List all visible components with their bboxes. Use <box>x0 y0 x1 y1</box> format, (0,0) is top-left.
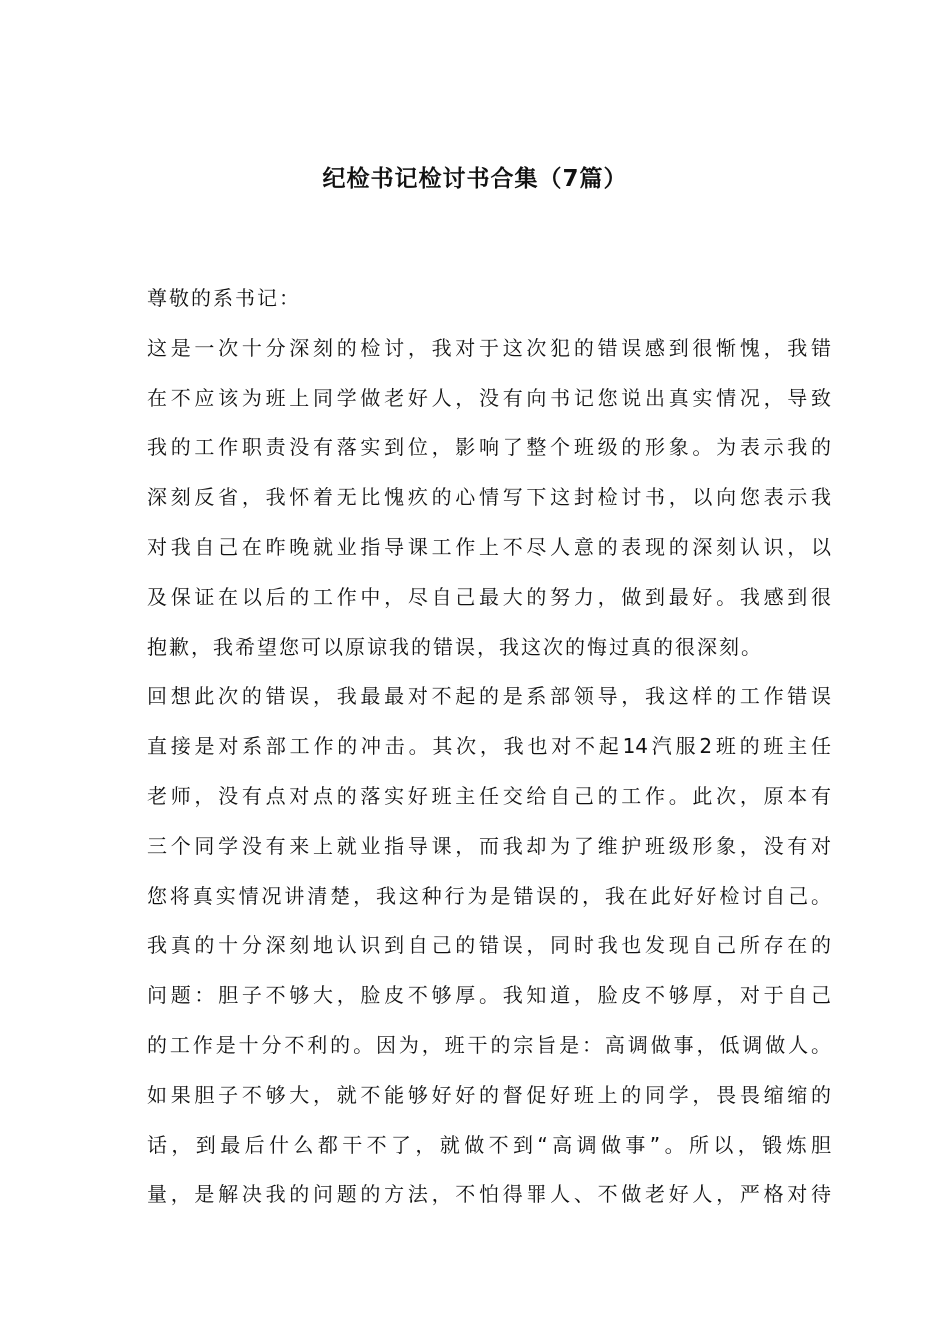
body-line: 如果胆子不够大，就不能够好好的督促好班上的同学，畏畏缩缩的 <box>147 1082 831 1107</box>
body-line: 对我自己在昨晚就业指导课工作上不尽人意的表现的深刻认识，以 <box>147 534 831 559</box>
body-line: 话，到最后什么都干不了，就做不到“高调做事”。所以，锻炼胆 <box>147 1132 831 1157</box>
document-body <box>147 280 831 1226</box>
body-line: 及保证在以后的工作中，尽自己最大的努力，做到最好。我感到很 <box>147 584 831 609</box>
body-line: 这是一次十分深刻的检讨，我对于这次犯的错误感到很惭愧，我错 <box>147 335 831 360</box>
body-line: 问题：胆子不够大，脸皮不够厚。我知道，脸皮不够厚，对于自己 <box>147 983 831 1008</box>
document-title: 纪检书记检讨书合集（7篇） <box>322 166 628 192</box>
body-line: 抱歉，我希望您可以原谅我的错误，我这次的悔过真的很深刻。 <box>147 634 763 659</box>
body-line: 直接是对系部工作的冲击。其次，我也对不起14汽服2班的班主任 <box>147 734 831 759</box>
body-line: 您将真实情况讲清楚，我这种行为是错误的，我在此好好检讨自己。 <box>147 883 831 908</box>
body-line: 回想此次的错误，我最最对不起的是系部领导，我这样的工作错误 <box>147 684 831 709</box>
body-line: 在不应该为班上同学做老好人，没有向书记您说出真实情况，导致 <box>147 385 831 410</box>
body-line: 我真的十分深刻地认识到自己的错误，同时我也发现自己所存在的 <box>147 933 831 958</box>
body-line: 的工作是十分不利的。因为，班干的宗旨是：高调做事，低调做人。 <box>147 1032 831 1057</box>
body-line: 老师，没有点对点的落实好班主任交给自己的工作。此次，原本有 <box>147 783 831 808</box>
body-line: 深刻反省，我怀着无比愧疚的心情写下这封检讨书，以向您表示我 <box>147 485 831 510</box>
body-line: 量，是解决我的问题的方法，不怕得罪人、不做老好人，严格对待 <box>147 1182 831 1207</box>
salutation: 尊敬的系书记： <box>147 286 301 310</box>
body-line: 我的工作职责没有落实到位，影响了整个班级的形象。为表示我的 <box>147 435 831 460</box>
body-line: 三个同学没有来上就业指导课，而我却为了维护班级形象，没有对 <box>147 833 831 858</box>
